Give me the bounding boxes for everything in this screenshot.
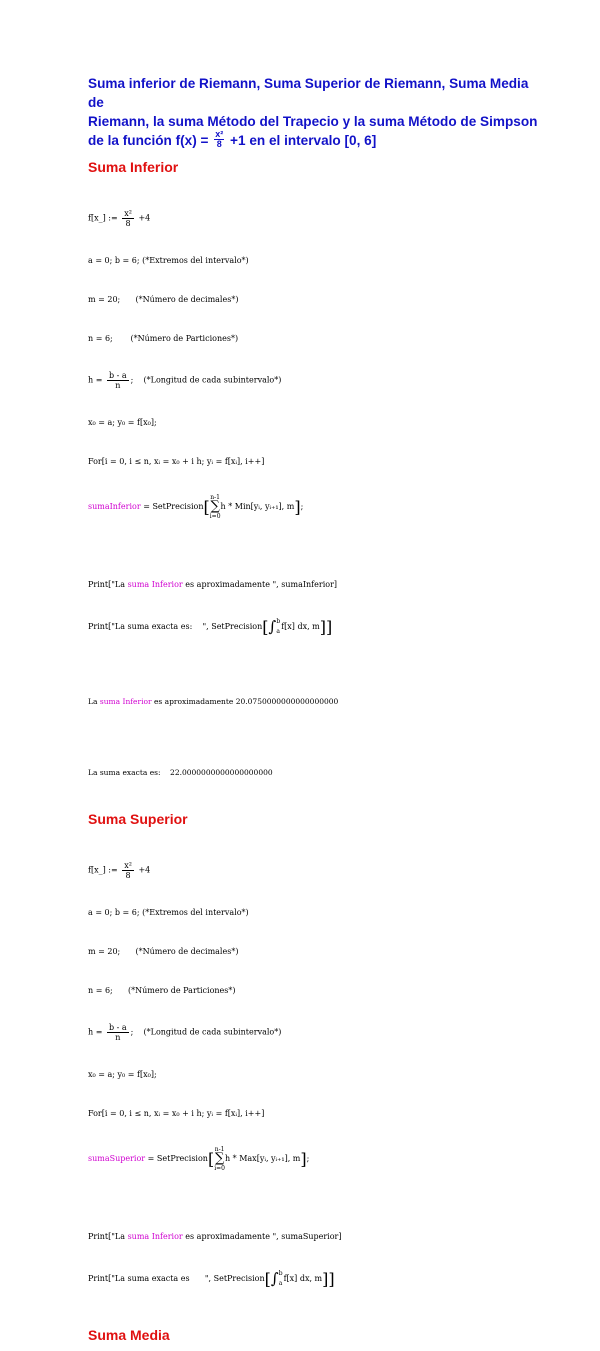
suma-inferior-line: sumaInferior = SetPrecision[n-1 ∑ i=0h * Min[yᵢ, yᵢ₊₁], m]; — [88, 493, 304, 520]
document-title: Suma inferior de Riemann, Suma Superior de Riemann, Suma Media de Riemann, la suma Método del Trapecio y la suma Método de Simpson de la función f(x) = $\frac{\text{x²}}{8}$ +1 en el intervalo [0, 6] — [88, 76, 538, 149]
initial-point-line: x₀ = a; y₀ = f[x₀]; — [88, 417, 157, 427]
partitions-line: n = 6; (*Número de Particiones*) — [88, 333, 239, 343]
for-loop-line: For[i = 0, i ≤ n, xᵢ = x₀ + i h; yᵢ = f[xᵢ], i++] — [88, 456, 265, 466]
decimals-line: m = 20; (*Número de decimales*) — [88, 946, 239, 956]
function-definition: f[x_] := $\frac{\text{x²}}{8}$ +4 — [88, 860, 151, 880]
step-line: h = $\frac{b - a}{n}$ ; (*Longitud de cada subintervalo*) — [88, 1022, 282, 1042]
sum-symbol: n-1 ∑ i=0 — [214, 1145, 225, 1172]
integral-symbol: ∫ — [268, 617, 277, 636]
print-exact-line: Print["La suma exacta es: ", SetPrecision[∫ b a f[x] dx, m]] — [88, 617, 333, 637]
section-heading-inferior: Suma Inferior — [88, 158, 179, 175]
print-exact-line: Print["La suma exacta es ", SetPrecision[∫ b a f[x] dx, m]] — [88, 1269, 335, 1289]
document-page — [88, 74, 548, 1351]
code-block-inferior — [88, 183, 548, 805]
step-line: h = $\frac{b - a}{n}$ ; (*Longitud de cada subintervalo*) — [88, 370, 282, 390]
function-definition: f[x_] := $\frac{\text{x²}}{8}$ +4 — [88, 208, 151, 228]
code-block-superior — [88, 835, 548, 1315]
title-fraction: $\frac{\text{x²}}{8}$ — [215, 128, 224, 149]
for-loop-line: For[i = 0, i ≤ n, xᵢ = x₀ + i h; yᵢ = f[xᵢ], i++] — [88, 1108, 265, 1118]
section-heading-superior: Suma Superior — [88, 810, 188, 827]
integral-symbol: ∫ — [270, 1269, 279, 1288]
interval-line: a = 0; b = 6; (*Extremos del intervalo*) — [88, 907, 249, 917]
print-approx-line: Print["La suma Inferior es aproximadamente ", sumaInferior] — [88, 579, 338, 589]
output-approx: La suma Inferior es aproximadamente 20.0750000000000000000 — [88, 696, 339, 706]
interval-line: a = 0; b = 6; (*Extremos del intervalo*) — [88, 255, 249, 265]
initial-point-line: x₀ = a; y₀ = f[x₀]; — [88, 1069, 157, 1079]
decimals-line: m = 20; (*Número de decimales*) — [88, 294, 239, 304]
partitions-line: n = 6; (*Número de Particiones*) — [88, 985, 236, 995]
section-heading-media: Suma Media — [88, 1326, 170, 1343]
output-exact: La suma exacta es: 22.0000000000000000000 — [88, 767, 273, 777]
sum-symbol: n-1 ∑ i=0 — [209, 493, 221, 520]
suma-superior-line: sumaSuperior = SetPrecision[n-1 ∑ i=0h * Max[yᵢ, yᵢ₊₁], m]; — [88, 1145, 310, 1172]
print-approx-line: Print["La suma Inferior es aproximadamente ", sumaSuperior] — [88, 1231, 342, 1241]
